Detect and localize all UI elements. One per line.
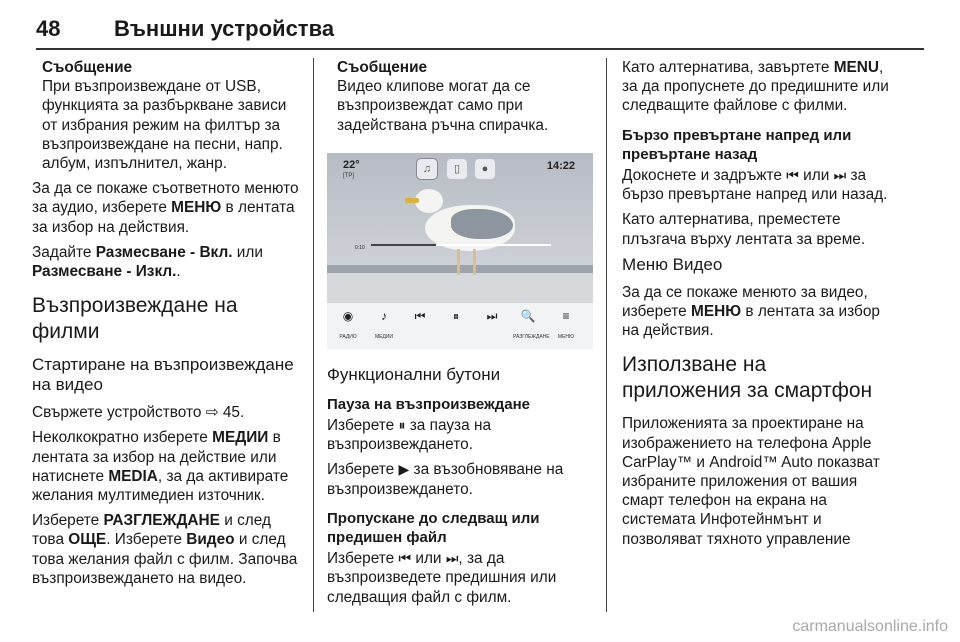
media-control-label: МЕДИИ bbox=[374, 334, 394, 341]
subsection-heading: Функционални бутони bbox=[327, 364, 501, 384]
paragraph: Изберете ▶ за възобновяване на възпроизвеждането. bbox=[327, 461, 564, 498]
watermark: carmanualsonline.info bbox=[792, 618, 948, 635]
paragraph: Приложенията за проектиране на изображението на телефона Apple CarPlay™ и Android™ Auto показват избраните приложения от вашия смарт телефон на екрана на системата Инфотейнмънт и позволяват тяхното управление bbox=[622, 415, 880, 548]
next-control-icon: ⏭ bbox=[486, 308, 498, 323]
note-heading: Съобщение bbox=[337, 59, 428, 76]
cross-reference-icon[interactable]: ⇨ bbox=[205, 404, 219, 422]
section-heading: Използване на приложения за смартфон bbox=[622, 353, 873, 403]
screen-mode-icons bbox=[417, 159, 497, 183]
paragraph: Свържете устройството ⇨ 45. bbox=[32, 404, 245, 422]
next-control[interactable] bbox=[477, 307, 507, 328]
seagull-head bbox=[415, 189, 443, 213]
minor-heading: Бързо превъртане напред или превъртане назад bbox=[622, 126, 852, 163]
paragraph: Като алтернатива, завъртете MENU, за да пропуснете до предишните или следващите файлове с филми. bbox=[622, 59, 889, 115]
next-track-icon: ⏭ bbox=[833, 167, 847, 184]
column-divider bbox=[606, 58, 607, 612]
note-heading: Съобщение bbox=[42, 59, 133, 76]
seagull-leg bbox=[473, 249, 476, 275]
column-2 bbox=[327, 58, 595, 613]
pause-control-icon: ⏸ bbox=[452, 308, 459, 323]
seagull-beak bbox=[405, 198, 419, 203]
prev-control[interactable] bbox=[405, 307, 435, 328]
note-text: Видео клипове могат да се възпроизвеждат само при задействана ръчна спирачка. bbox=[337, 78, 549, 134]
control-bar bbox=[327, 303, 593, 349]
radio-control[interactable] bbox=[333, 307, 363, 347]
video-ledge bbox=[327, 273, 593, 303]
header-rule bbox=[36, 48, 924, 50]
temperature: 22° bbox=[343, 158, 360, 171]
menu-control[interactable] bbox=[551, 307, 581, 347]
video-progress-bar[interactable] bbox=[371, 244, 551, 246]
minor-heading: Пауза на възпроизвеждане bbox=[327, 395, 530, 413]
pause-control[interactable] bbox=[441, 307, 471, 328]
radio-control-icon: ◉ bbox=[342, 308, 354, 323]
note-text: При възпроизвеждане от USB, функцията за разбъркване зависи от избрания режим на филтър за възпроизвеждане на песни, напр. албум, изпълнител, жанр. bbox=[42, 78, 287, 173]
progress-time: 0:10 bbox=[355, 244, 365, 251]
tp-indicator: [TP] bbox=[343, 172, 355, 179]
pause-icon: ⏸ bbox=[398, 417, 406, 434]
previous-track-icon: ⏮ bbox=[398, 550, 412, 567]
paragraph: За да се покаже съответното менюто за аудио, изберете МЕНЮ в лентата за избор на действия. bbox=[32, 180, 299, 236]
menu-control-icon: ≡ bbox=[562, 308, 570, 323]
section-heading: Възпроизвеждане на филми bbox=[32, 294, 238, 344]
column-1 bbox=[32, 58, 300, 594]
prev-control-icon: ⏮ bbox=[414, 308, 426, 323]
subsection-heading: Меню Видео bbox=[622, 254, 723, 274]
paragraph: Като алтернатива, преместете плъзгача върху лентата за време. bbox=[622, 211, 866, 248]
paragraph: Задайте Размесване - Вкл. или Размесване - Изкл.. bbox=[32, 243, 263, 281]
media-control-icon: ♪ bbox=[381, 308, 387, 323]
paragraph: Изберете ⏮ или ⏭, за да възпроизведете предишния или следващия файл с филм. bbox=[327, 550, 557, 606]
infotainment-screenshot bbox=[327, 153, 593, 349]
column-3 bbox=[622, 58, 890, 555]
minor-heading: Пропускане до следващ или предишен файл bbox=[327, 509, 540, 547]
seagull-leg bbox=[457, 249, 460, 275]
media-control[interactable] bbox=[369, 307, 399, 347]
note-box bbox=[327, 58, 595, 135]
page-title: Външни устройства bbox=[114, 16, 335, 41]
clock: 14:22 bbox=[546, 159, 575, 172]
browse-control[interactable] bbox=[513, 307, 550, 347]
column-divider bbox=[313, 58, 314, 612]
music-note-icon[interactable]: ♫ bbox=[417, 159, 437, 179]
radio-control-label: РАДИО bbox=[339, 334, 357, 341]
paragraph: За да се покаже менюто за видео, изберете МЕНЮ в лентата за избор на действия. bbox=[622, 283, 880, 340]
browse-control-label: РАЗГЛЕЖДАНЕ bbox=[513, 334, 550, 341]
menu-control-label: МЕНЮ bbox=[557, 334, 575, 341]
page-header bbox=[36, 14, 924, 50]
note-box bbox=[32, 58, 300, 173]
previous-track-icon: ⏮ bbox=[786, 167, 799, 184]
paragraph: Докоснете и задръжте ⏮ или ⏭ за бързо превъртане напред или назад. bbox=[622, 167, 888, 204]
paragraph: Неколкократно изберете МЕДИИ в лентата за избор на действие или натиснете MEDIA, за да активирате желания мултимедиен източник. bbox=[32, 429, 289, 505]
next-track-icon: ⏭ bbox=[445, 550, 459, 567]
video-progress-fill bbox=[371, 244, 436, 246]
paragraph: Изберете РАЗГЛЕЖДАНЕ и след това ОЩЕ. Изберете Видео и след това желания файл с филм. Започва възпроизвеждането на видео. bbox=[32, 512, 298, 587]
browse-control-icon: 🔍 bbox=[520, 308, 536, 323]
subsection-heading: Стартиране на възпроизвеждане на видео bbox=[32, 355, 294, 395]
info-icon[interactable]: ● bbox=[475, 159, 495, 179]
phone-icon[interactable]: ▯ bbox=[447, 159, 467, 179]
play-icon: ▶ bbox=[398, 461, 410, 478]
seagull-wing bbox=[451, 209, 513, 239]
page-number: 48 bbox=[36, 16, 61, 41]
paragraph: Изберете ⏸ за пауза на възпроизвеждането. bbox=[327, 417, 492, 454]
